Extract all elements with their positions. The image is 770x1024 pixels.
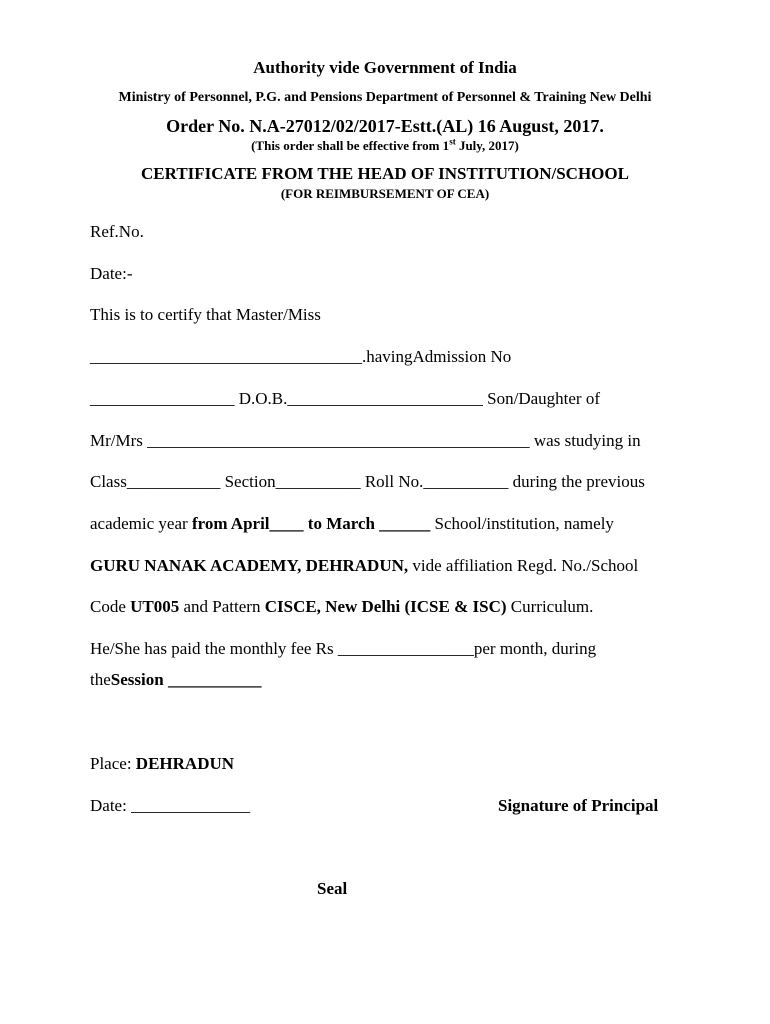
ref-no-line: Ref.No. [90,222,144,241]
certify-line: This is to certify that Master/Miss [90,305,321,324]
principal-signature-label: Signature of Principal [498,796,659,815]
monthly-fee-line: He/She has paid the monthly fee Rs ________________per month, during [90,639,597,658]
seal-label: Seal [317,879,348,898]
parent-name-line: Mr/Mrs _____________________________________________ was studying in [90,431,641,450]
order-number: Order No. N.A-27012/02/2017-Estt.(AL) 16 August, 2017. [166,116,604,136]
code-label: Code [90,597,131,616]
curriculum-pattern: CISCE, New Delhi (ICSE & ISC) [264,597,507,616]
certificate-title: CERTIFICATE FROM THE HEAD OF INSTITUTION/SCHOOL [141,164,629,183]
place-value: DEHRADUN [135,754,235,773]
pattern-label: and Pattern [179,597,265,616]
ministry-heading: Ministry of Personnel, P.G. and Pensions Department of Personnel & Training New Delhi [118,90,652,105]
school-name-line [90,556,638,576]
school-code-line [90,597,593,617]
student-name-line: ________________________________.havingAdmission No [90,347,512,366]
session-line [90,670,261,690]
session-prefix: the [90,670,111,689]
signature-date-line: Date: ______________ [90,796,251,815]
session-label: Session ___________ [110,670,262,689]
class-section-line: Class___________ Section__________ Roll No.__________ during the previous [90,472,645,491]
effective-note-pre: (This order shall be effective from 1 [251,138,450,153]
place-label: Place: [90,754,136,773]
date-line: Date:- [90,264,133,283]
place-line [90,754,234,774]
academic-year-label: academic year [90,514,192,533]
school-name: GURU NANAK ACADEMY, DEHRADUN, [90,556,409,575]
effective-note-post: July, 2017) [455,138,519,153]
academic-year-range: from April____ to March ______ [191,514,431,533]
effective-note-sup: st [449,136,456,147]
authority-heading: Authority vide Government of India [253,58,517,77]
school-code: UT005 [130,597,180,616]
certificate-subtitle: (FOR REIMBURSEMENT OF CEA) [280,186,490,201]
affiliation-label: vide affiliation Regd. No./School [408,556,639,575]
curriculum-label: Curriculum. [506,597,594,616]
institution-label: School/institution, namely [430,514,614,533]
dob-line: _________________ D.O.B._______________________ Son/Daughter of [90,389,600,408]
academic-year-line [90,514,614,534]
effective-note [0,138,770,154]
